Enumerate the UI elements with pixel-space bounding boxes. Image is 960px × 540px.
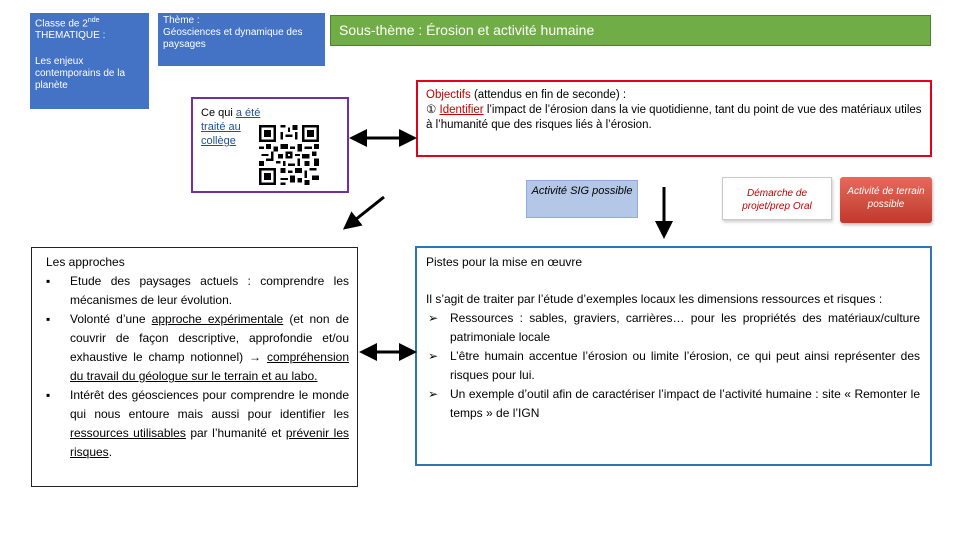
subtheme-bar: Sous-thème : Érosion et activité humaine (330, 15, 931, 46)
diagonal-arrow-icon (350, 197, 384, 224)
thematique-label: THEMATIQUE : (35, 30, 106, 42)
activity-terrain-box: Activité de terrain possible (840, 177, 932, 223)
objectives-text: ① Identifier l’impact de l’érosion dans la vie quotidienne, tant du point de vue des matériaux utiles à l’humanité que des risques liés à l’érosion. (426, 104, 922, 131)
theme-text: Géosciences et dynamique des paysages (163, 27, 303, 50)
objectives-heading: Objectifs (attendus en fin de seconde) : (426, 89, 627, 101)
list-item: ➢ L’être humain accentue l’érosion ou limite l’érosion, ce qui peut ainsi représenter des risques pour lui. (426, 347, 920, 385)
list-item: ▪ Intérêt des géosciences pour comprendre le monde qui nous entoure mais aussi pour identifier les ressources utilisables par l’humanité et prévenir les risques. (46, 386, 349, 462)
list-item: ➢ Ressources : sables, graviers, carrières… pour les propriétés des matériaux/culture patrimoniale locale (426, 309, 920, 347)
activity-sig-box: Activité SIG possible (526, 180, 638, 218)
college-link[interactable]: a été traité au collège (201, 107, 261, 147)
approaches-title: Les approches (46, 255, 125, 269)
thematique-text: Les enjeux contemporains de la planète (35, 56, 126, 92)
theme-label: Thème : (163, 15, 200, 26)
class-level: Classe de 2nde (35, 17, 100, 30)
college-text: Ce qui a été traité au collège (201, 107, 261, 147)
activity-demarche-box: Démarche de projet/prep Oral (722, 177, 832, 220)
list-item: ▪ Volonté d’une approche expérimentale (et non de couvrir de façon descriptive, approfondie et/ou exhaustive le champ notionnel) → compréhension du travail du géologue sur le terrain et au labo. (46, 310, 349, 386)
list-item: ▪ Etude des paysages actuels : comprendre les mécanismes de leur évolution. (46, 272, 349, 310)
pistes-intro: Il s’agit de traiter par l’étude d’exemples locaux les dimensions ressources et risques : (426, 292, 883, 306)
pistes-title: Pistes pour la mise en œuvre (426, 255, 583, 269)
list-item: ➢ Un exemple d’outil afin de caractériser l’impact de l’activité humaine : site « Remonter le temps » de l’IGN (426, 385, 920, 423)
